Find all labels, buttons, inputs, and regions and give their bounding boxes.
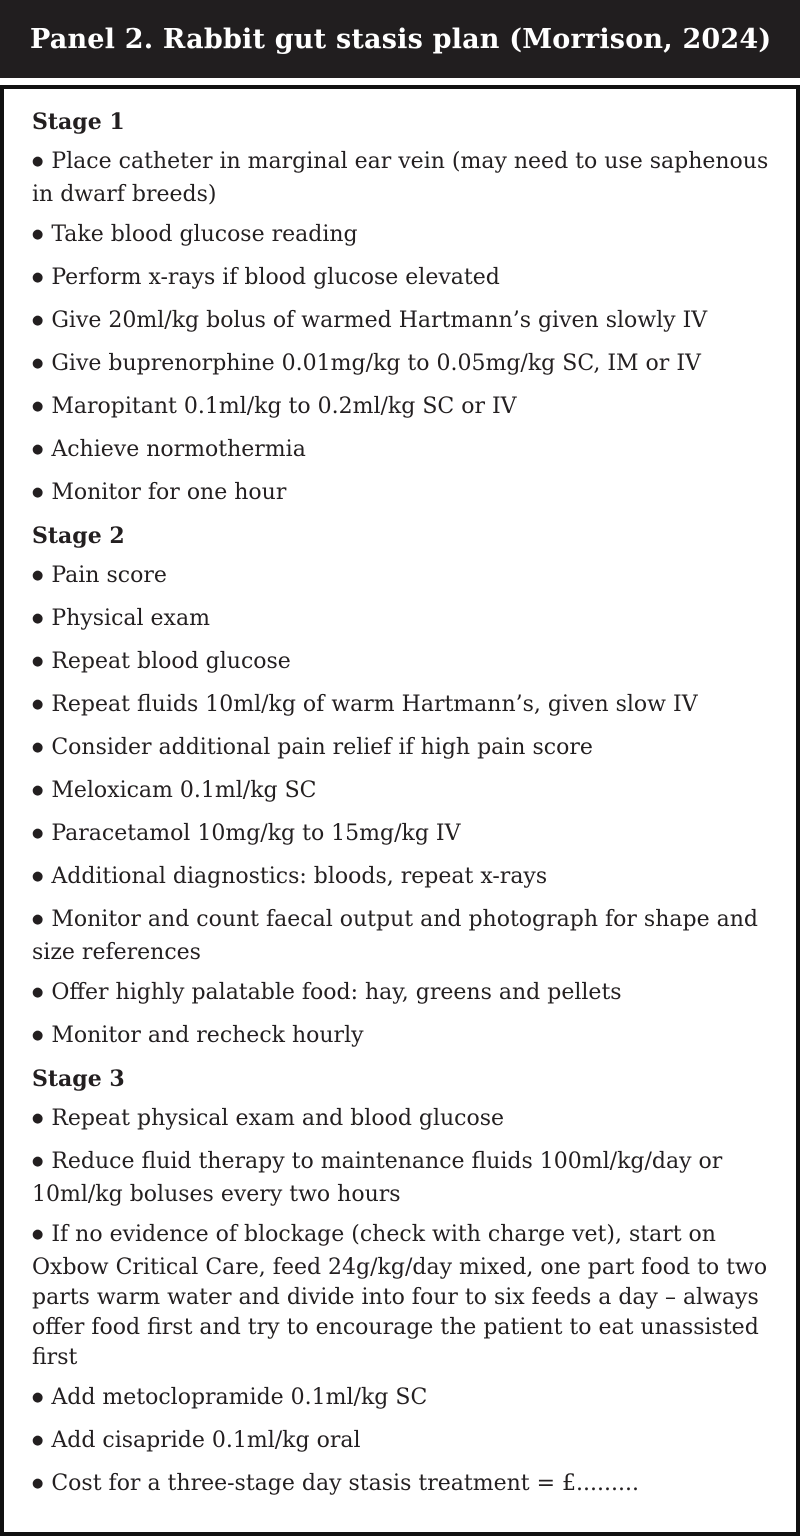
bullet-icon: ● bbox=[32, 270, 44, 285]
bullet-icon: ● bbox=[32, 783, 44, 798]
bullet-icon: ● bbox=[32, 869, 44, 884]
checklist-item bbox=[32, 147, 772, 210]
checklist-item bbox=[32, 1104, 772, 1137]
stage-heading-2: Stage 2 bbox=[32, 523, 125, 549]
bullet-icon: ● bbox=[32, 697, 44, 712]
item-text: Repeat physical exam and blood glucose bbox=[51, 1106, 505, 1131]
checklist-item bbox=[32, 733, 772, 766]
item-text: Achieve normothermia bbox=[51, 437, 306, 462]
bullet-icon: ● bbox=[32, 1433, 44, 1448]
checklist-item bbox=[32, 306, 772, 339]
checklist-item bbox=[32, 561, 772, 594]
item-text: Add metoclopramide 0.1ml/kg SC bbox=[51, 1385, 428, 1410]
bullet-icon: ● bbox=[32, 442, 44, 457]
bullet-icon: ● bbox=[32, 227, 44, 242]
item-text: Pain score bbox=[51, 563, 167, 588]
checklist-item bbox=[32, 263, 772, 296]
bullet-icon: ● bbox=[32, 740, 44, 755]
bullet-icon: ● bbox=[32, 611, 44, 626]
item-text: Repeat blood glucose bbox=[51, 649, 291, 674]
item-text: If no evidence of blockage (check with charge vet), start on Oxbow Critical Care, feed 24g/kg/day mixed, one part food to two parts warm water and divide into four to six feeds a day – always offer food first and try to encourage the patient to eat unassisted first bbox=[32, 1222, 768, 1370]
checklist-item bbox=[32, 647, 772, 680]
bullet-icon: ● bbox=[32, 1154, 44, 1169]
bullet-icon: ● bbox=[32, 399, 44, 414]
panel-title: Panel 2. Rabbit gut stasis plan (Morrison, 2024) bbox=[30, 23, 772, 55]
stage-heading-1: Stage 1 bbox=[32, 109, 125, 135]
checklist-item bbox=[32, 862, 772, 895]
checklist-item bbox=[32, 1220, 772, 1373]
checklist-item bbox=[32, 690, 772, 723]
item-text: Reduce fluid therapy to maintenance fluids 100ml/kg/day or 10ml/kg boluses every two hours bbox=[32, 1149, 723, 1207]
checklist-item bbox=[32, 819, 772, 852]
checklist-item bbox=[32, 905, 772, 968]
bullet-icon: ● bbox=[32, 1476, 44, 1491]
checklist-item bbox=[32, 776, 772, 809]
bullet-icon: ● bbox=[32, 912, 44, 927]
item-text: Monitor and recheck hourly bbox=[51, 1023, 364, 1048]
checklist-item bbox=[32, 604, 772, 637]
stage-heading-3: Stage 3 bbox=[32, 1066, 125, 1092]
checklist-item bbox=[32, 220, 772, 253]
checklist-item bbox=[32, 1426, 772, 1459]
bullet-icon: ● bbox=[32, 485, 44, 500]
bullet-icon: ● bbox=[32, 313, 44, 328]
bullet-icon: ● bbox=[32, 826, 44, 841]
checklist-item bbox=[32, 1147, 772, 1210]
item-text: Monitor and count faecal output and photograph for shape and size references bbox=[32, 907, 758, 965]
item-text: Cost for a three-stage day stasis treatment = £......... bbox=[51, 1471, 639, 1496]
bullet-icon: ● bbox=[32, 1028, 44, 1043]
bullet-icon: ● bbox=[32, 356, 44, 371]
item-text: Take blood glucose reading bbox=[51, 222, 358, 247]
item-text: Give 20ml/kg bolus of warmed Hartmann’s given slowly IV bbox=[51, 308, 708, 333]
bullet-icon: ● bbox=[32, 568, 44, 583]
checklist-item bbox=[32, 478, 772, 511]
item-text: Add cisapride 0.1ml/kg oral bbox=[51, 1428, 361, 1453]
item-text: Physical exam bbox=[51, 606, 210, 631]
checklist-item bbox=[32, 349, 772, 382]
item-text: Maropitant 0.1ml/kg to 0.2ml/kg SC or IV bbox=[51, 394, 517, 419]
item-text: Additional diagnostics: bloods, repeat x-rays bbox=[51, 864, 548, 889]
item-text: Give buprenorphine 0.01mg/kg to 0.05mg/kg SC, IM or IV bbox=[51, 351, 701, 376]
bullet-icon: ● bbox=[32, 1390, 44, 1405]
checklist-item bbox=[32, 1021, 772, 1054]
panel-header bbox=[0, 0, 800, 78]
item-text: Repeat fluids 10ml/kg of warm Hartmann’s, given slow IV bbox=[51, 692, 698, 717]
item-text: Perform x-rays if blood glucose elevated bbox=[51, 265, 500, 290]
item-text: Place catheter in marginal ear vein (may need to use saphenous in dwarf breeds) bbox=[32, 149, 769, 207]
item-text: Paracetamol 10mg/kg to 15mg/kg IV bbox=[51, 821, 461, 846]
bullet-icon: ● bbox=[32, 985, 44, 1000]
checklist-item bbox=[32, 435, 772, 468]
checklist-item bbox=[32, 1469, 772, 1502]
item-text: Consider additional pain relief if high pain score bbox=[51, 735, 593, 760]
item-text: Meloxicam 0.1ml/kg SC bbox=[51, 778, 317, 803]
content-box bbox=[0, 85, 800, 1536]
item-text: Monitor for one hour bbox=[51, 480, 287, 505]
checklist-item bbox=[32, 978, 772, 1011]
bullet-icon: ● bbox=[32, 654, 44, 669]
bullet-icon: ● bbox=[32, 1111, 44, 1126]
bullet-icon: ● bbox=[32, 154, 44, 169]
bullet-icon: ● bbox=[32, 1227, 44, 1242]
checklist-item bbox=[32, 1383, 772, 1416]
checklist-item bbox=[32, 392, 772, 425]
item-text: Offer highly palatable food: hay, greens and pellets bbox=[51, 980, 622, 1005]
